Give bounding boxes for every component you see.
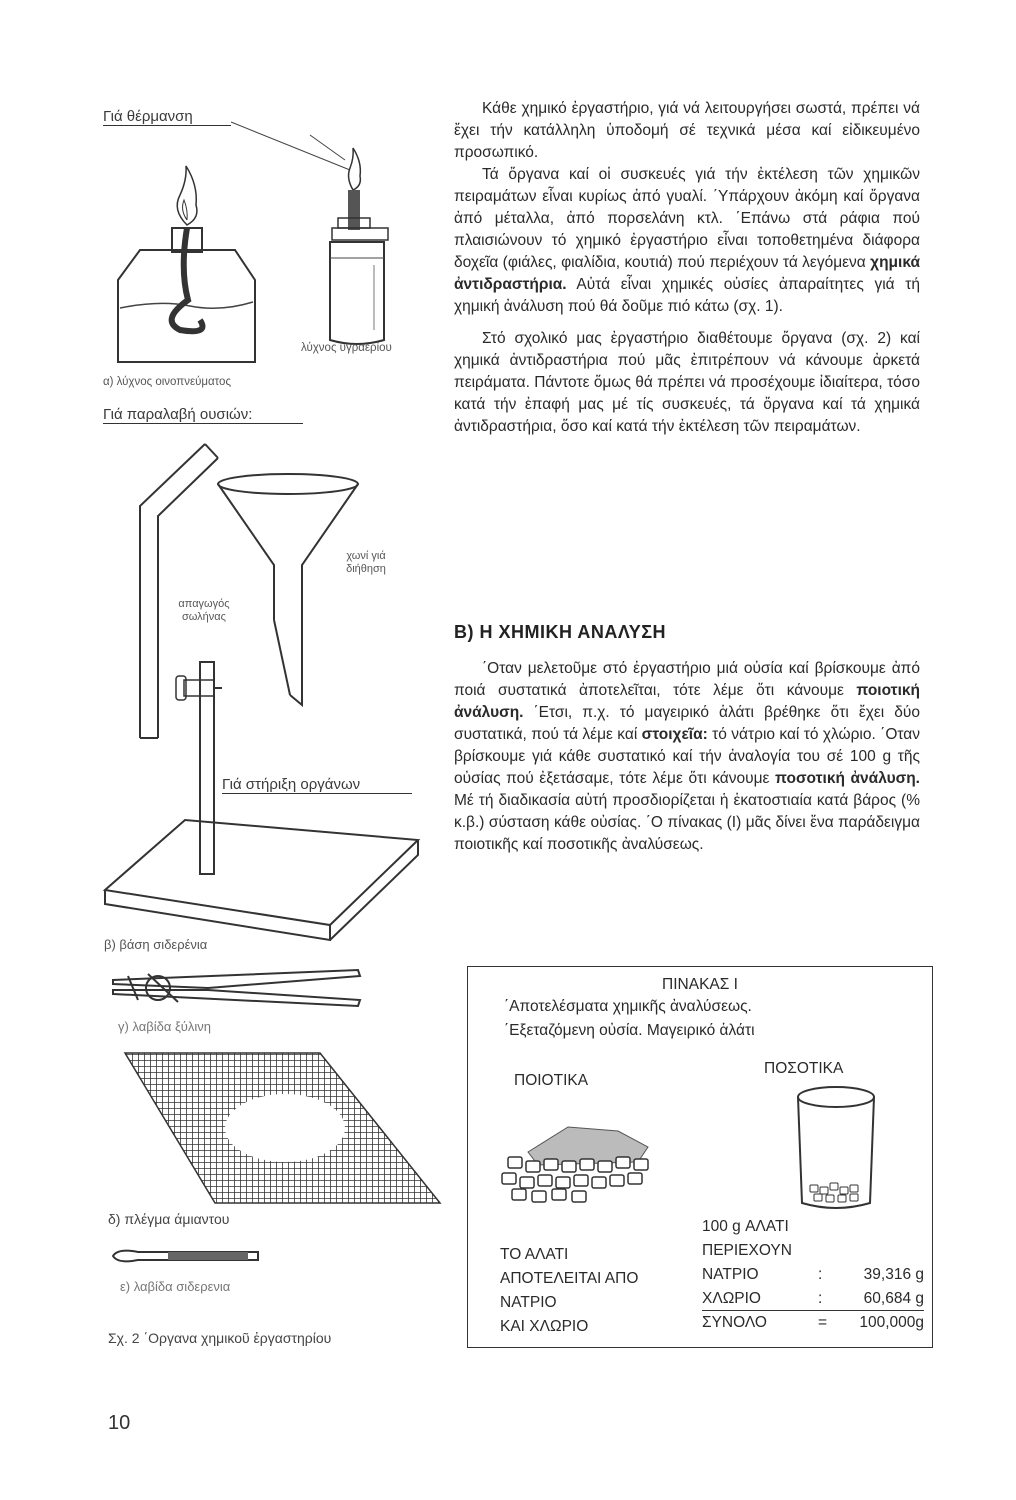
iron-stand-drawing (100, 650, 420, 940)
paragraph-2: Τά ὄργανα καί οἱ συσκευές γιά τήν ἐκτέλεση τῶν χημικῶν πειραμάτων εἶναι κυρίως ἀπό γυαλί. ΄Υπάρχουν ἀκόμη καί ὄργανα ἀπό μέταλλα, ἀπό πορσελάνη κτλ. ΄Επάνω στά ράφια πού πλαισιώνουν τό χημικό ἐργαστήριο εἶναι τοποθετημένα διάφορα δοχεῖα (φιάλες, φιαλίδια, κουτιά) πού περιέχουν τά λεγόμενα χημικά ἀντιδραστήρια. Αὐτά εἶναι χημικές οὐσίες ἀπαραίτητες γιά τή χημική ἀνάλυση πού θά δοῦμε πιό κάτω (σχ. 1). (454, 166, 920, 315)
label-gas-lamp: λύχνος υγραερίου (301, 342, 392, 354)
label-heating: Γιά θέρμανση (103, 108, 231, 126)
qual-line-2: ΑΠΟΤΕΛΕΙΤΑΙ ΑΠΟ (500, 1270, 639, 1287)
label-funnel: χωνί γιά διήθηση (346, 550, 386, 575)
qualitative-term: ποιοτική ἀνάλυση. (454, 682, 920, 721)
label-support: Γιά στήριξη οργάνων (222, 776, 412, 794)
section-title: Β) Η ΧΗΜΙΚΗ ΑΝΑΛΥΣΗ (454, 622, 666, 642)
paragraph-3: Στό σχολικό μας ἐργαστήριο διαθέτουμε ὄργανα (σχ. 2) καί χημικά ἀντιδραστήρια πού μᾶς ἐπιτρέπουν νά κάνουμε ἀρκετά πειράματα. Πάντοτε ὅμως θά πρέπει νά προσέχουμε ἰδιαίτερα, τόσο κατά τήν ἐπαφή μας μέ τίς συσκευές, τά ὄργανα καί τά χημικά ἀντιδραστήρια, ὅσο καί κατά τήν ἐκτέλεση τῶν πειραμάτων. (454, 330, 920, 435)
quant-row-chlorine: ΧΛΩΡΙΟ : 60,684 g (702, 1287, 924, 1311)
iron-tongs-drawing (108, 1242, 268, 1272)
gas-lamp-drawing (320, 140, 400, 350)
quant-header-2: ΠΕΡΙΕΧΟΥΝ (702, 1242, 792, 1259)
table-title: ΠΙΝΑΚΑΣ Ι (662, 976, 738, 993)
quant-header-1: 100 g ΑΛΑΤΙ (702, 1218, 789, 1235)
table-1: ΠΙΝΑΚΑΣ Ι ΄Αποτελέσματα χημικῆς ἀναλύσεως. ΄Εξεταζόμενη οὐσία. Μαγειρικό ἁλάτι ΠΟΙΟΤΙΚΑ ΠΟΣΟΤΙΚΑ ΤΟ ΑΛΑΤΙ ΑΠΟΤΕΛΕΙΤΑΙ ΑΠΟ ΝΑΤΡΙΟ ΚΑΙ ΧΛΩΡΙΟ 100 g ΑΛΑΤΙ ΠΕΡΙΕΧΟΥΝ ΝΑΤΡΙΟ : 39,316 g ΧΛΩΡΙΟ : 60,684 g ΣΥΝΟΛΟ = 100,000g (467, 966, 933, 1348)
analysis-text (454, 658, 920, 856)
salt-crystals-drawing (498, 1117, 658, 1207)
label-iron-tongs: ε) λαβίδα σιδερενια (120, 1279, 231, 1294)
qual-line-3: ΝΑΤΡΙΟ (500, 1294, 557, 1311)
figure-caption: Σχ. 2 ΄Οργανα χημικοῦ ἐργαστηρίου (108, 1330, 332, 1346)
beaker-drawing (794, 1085, 884, 1215)
label-tube: απαγωγός σωλήνας (178, 598, 230, 623)
quantitative-term: ποσοτική ἀνάλυση. (775, 770, 920, 787)
intro-text (454, 98, 920, 438)
qual-line-4: ΚΑΙ ΧΛΩΡΙΟ (500, 1318, 589, 1335)
asbestos-mesh-drawing (120, 1048, 445, 1208)
reagents-term: χημικά ἀντιδραστήρια. (454, 254, 920, 293)
label-mesh: δ) πλέγμα άμιαντου (108, 1211, 230, 1227)
label-base: β) βάση σιδερένια (104, 937, 208, 952)
label-receive: Γιά παραλαβή ουσιών: (103, 406, 303, 424)
wooden-clamp-drawing (108, 962, 368, 1017)
table-line-1: ΄Αποτελέσματα χημικῆς ἀναλύσεως. (504, 998, 752, 1015)
column-qualitative: ΠΟΙΟΤΙΚΑ (514, 1072, 589, 1089)
elements-term: στοιχεῖα: (641, 726, 708, 743)
page-number: 10 (108, 1412, 131, 1434)
paragraph-1: Κάθε χημικό ἐργαστήριο, γιά νά λειτουργήσει σωστά, πρέπει νά ἔχει τήν κατάλληλη ὑποδομή σέ τεχνικά μέσα καί εἰδικευμένο προσωπικό. (454, 100, 920, 161)
table-line-2: ΄Εξεταζόμενη οὐσία. Μαγειρικό ἁλάτι (504, 1022, 755, 1039)
label-alcohol-lamp: α) λύχνος οινοπνεύματος (103, 376, 231, 388)
label-wood-clamp: γ) λαβίδα ξύλινη (118, 1019, 212, 1034)
column-quantitative: ΠΟΣΟΤΙΚΑ (764, 1060, 844, 1077)
qual-line-1: ΤΟ ΑΛΑΤΙ (500, 1246, 569, 1263)
paragraph-4: ΄Οταν μελετοῦμε στό ἐργαστήριο μιά οὐσία καί βρίσκουμε ἀπό ποιά συστατικά ἀποτελεῖται, τότε λέμε ὅτι κάνουμε ποιοτική ἀνάλυση. ΄Ετσι, π.χ. τό μαγειρικό ἁλάτι βρέθηκε ὅτι ἔχει δύο συστατικά, πού τά λέμε καί στοιχεῖα: τό νάτριο καί τό χλώριο. ΄Οταν βρίσκουμε γιά κάθε συστατικό καί τήν ἀναλογία του σέ 100 g τῆς οὐσίας πού ἐξετάσαμε, τότε λέμε ὅτι κάνουμε ποσοτική ἀνάλυση. Μέ τή διαδικασία αὐτή προσδιορίζεται ἡ ἑκατοστιαία κατά βάρος (% κ.β.) σύσταση κάθε οὐσίας. ΄Ο πίνακας (Ι) μᾶς δίνει ἕνα παράδειγμα ποιοτικῆς καί ποσοτικῆς ἀναλύσεως. (454, 660, 920, 853)
